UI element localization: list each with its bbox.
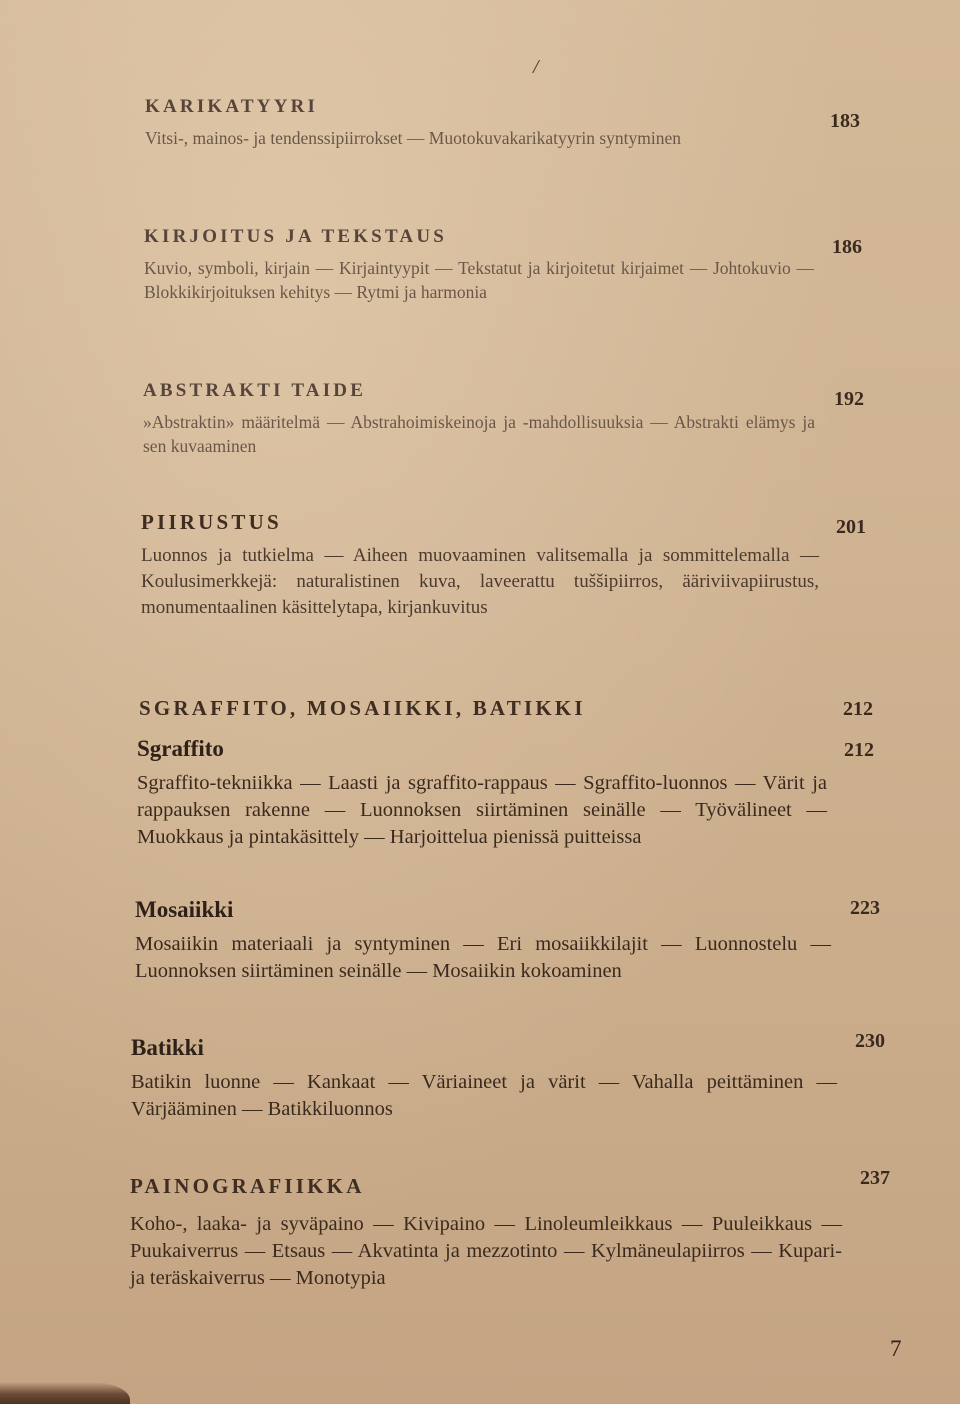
page-number: 230 xyxy=(855,1030,885,1052)
page-number: 212 xyxy=(843,698,873,720)
section-title: PIIRUSTUS xyxy=(141,510,282,534)
subsection-title: Sgraffito xyxy=(137,736,224,761)
subsection-title: Batikki xyxy=(131,1035,204,1060)
section-title: PAINOGRAFIIKKA xyxy=(130,1174,365,1198)
section-description: Vitsi-, mainos- ja tendenssipiirrokset — Muotokuvakarikatyyrin syntyminen xyxy=(145,128,682,148)
top-mark: / xyxy=(533,56,539,78)
section-title: KIRJOITUS JA TEKSTAUS xyxy=(144,226,448,247)
toc-entry-kirjoitus-ja-tekstaus xyxy=(144,226,814,304)
footer-page-number: 7 xyxy=(890,1336,902,1361)
section-title: SGRAFFITO, MOSAIIKKI, BATIKKI xyxy=(139,696,586,720)
section-description: Luonnos ja tutkielma — Aiheen muovaaminen valitsemalla ja sommittelemalla — Koulusimerkkejä: naturalistinen kuva, laveerattu tuššipiirros, ääriviivapiirustus, monumentaalinen käsittelytapa, kirjankuvitus xyxy=(141,545,819,618)
page-number: 237 xyxy=(860,1167,890,1189)
toc-entry-karikatyyri xyxy=(145,96,813,150)
subsection-description: Batikin luonne — Kankaat — Väriaineet ja värit — Vahalla peittäminen — Värjääminen — Batikkiluonnos xyxy=(131,1071,837,1120)
section-description: Kuvio, symboli, kirjain — Kirjaintyypit — Tekstatut ja kirjoitetut kirjaimet — Johtokuvio — Blokkikirjoituksen kehitys — Rytmi ja harmonia xyxy=(144,258,814,302)
toc-entry-abstrakti-taide xyxy=(143,380,815,458)
section-description: »Abstraktin» määritelmä — Abstrahoimiskeinoja ja -mahdollisuuksia — Abstrakti elämys ja sen kuvaaminen xyxy=(143,412,815,456)
page-number: 183 xyxy=(830,110,860,132)
toc-entry-painografiikka xyxy=(130,1174,842,1292)
subsection-description: Sgraffito-tekniikka — Laasti ja sgraffito-rappaus — Sgraffito-luonnos — Värit ja rappauksen rakenne — Luonnoksen siirtäminen seinälle — Työvälineet — Muokkaus ja pintakäsittely — Harjoittelua pienissä puitteissa xyxy=(137,772,827,848)
toc-entry-sgraffito-mosaiikki-batikki xyxy=(139,696,829,721)
section-title: KARIKATYYRI xyxy=(145,96,319,117)
page-number: 192 xyxy=(834,388,864,410)
page-number: 186 xyxy=(832,236,862,258)
toc-entry-piirustus xyxy=(141,510,819,621)
page-edge-shadow xyxy=(0,1382,130,1404)
subsection-title: Mosaiikki xyxy=(135,897,234,922)
section-description: Koho-, laaka- ja syväpaino — Kivipaino — Linoleumleikkaus — Puuleikkaus — Puukaiverrus — Etsaus — Akvatinta ja mezzotinto — Kylmäneulapiirros — Kupari- ja teräskaiverrus — Monotypia xyxy=(130,1213,842,1289)
subsection-description: Mosaiikin materiaali ja syntyminen — Eri mosaiikkilajit — Luonnostelu — Luonnoksen siirtäminen seinälle — Mosaiikin kokoaminen xyxy=(135,933,831,982)
toc-subentry-sgraffito xyxy=(137,736,827,851)
page-number: 201 xyxy=(836,516,866,538)
page-number: 212 xyxy=(844,739,874,761)
page-number: 223 xyxy=(850,897,880,919)
toc-subentry-mosaiikki xyxy=(135,897,831,985)
section-title: ABSTRAKTI TAIDE xyxy=(143,380,367,401)
toc-subentry-batikki xyxy=(131,1035,837,1123)
